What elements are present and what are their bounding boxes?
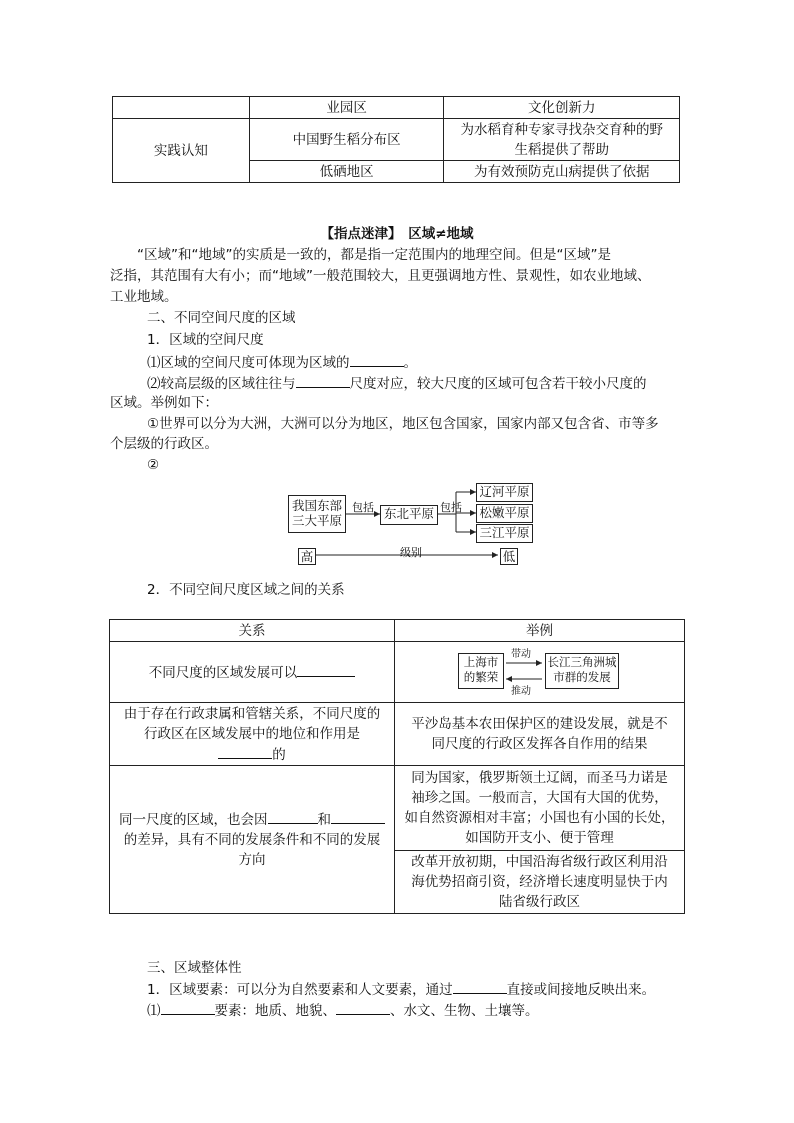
tip-heading: 【指点迷津】 区域≠地域: [320, 226, 474, 242]
cell-line: 如自然资源相对丰富；小国也有小国的长处，: [404, 810, 675, 826]
item-text: 直接或间接地反映出来。: [506, 982, 656, 998]
relation-table: [109, 619, 685, 914]
relation-table-header: 关系: [110, 620, 395, 642]
practice-table-cell: 为有效预防克山病提供了依据: [444, 161, 680, 183]
fill-in-item: [147, 373, 727, 394]
fill-in-item: [147, 352, 727, 373]
answer-blank[interactable]: [268, 809, 318, 824]
cell-line: 平沙岛基本农田保护区的建设发展，就是不: [411, 716, 668, 732]
cell-line: 行政区在区域发展中的地位和作用是: [144, 725, 360, 742]
practice-table: [112, 96, 680, 183]
answer-blank[interactable]: [331, 809, 385, 824]
cell-line: 的差异，具有不同的发展条件和不同的发展: [123, 832, 381, 848]
practice-table-group-label: 实践认知: [113, 119, 250, 183]
diagram-box-eastern-plains: [288, 495, 346, 533]
diagram-box-northeast-plain: 东北平原: [380, 505, 438, 525]
cell-line: 海优势招商引资，经济增长速度明显快于内: [411, 874, 668, 890]
diagram-edge-label: 包括: [440, 501, 462, 514]
cell-line: 同尺度的行政区发挥各自作用的结果: [431, 736, 648, 752]
item-text: 。: [403, 355, 417, 371]
cell-line: 袖珍之国。一般而言，大国有大国的优势，: [411, 790, 668, 806]
subsection-title: 2．不同空间尺度区域之间的关系: [147, 582, 345, 598]
practice-table-cell: 低硒地区: [249, 161, 444, 183]
arrow-label-drive: 带动: [511, 649, 531, 660]
example-cell: [395, 851, 685, 914]
cell-line: 同为国家，俄罗斯领土辽阔，而圣马力诺是: [411, 770, 668, 786]
example-cell: [395, 703, 685, 766]
shanghai-diagram: [395, 642, 684, 702]
box-line: 我国东部: [291, 498, 342, 513]
cell-line: 陆省级行政区: [499, 894, 580, 910]
cell-line: 方向: [238, 852, 266, 868]
diagram-box-shanghai: [458, 653, 504, 689]
box-line: 市群的发展: [553, 670, 611, 684]
box-line: 的繁荣: [463, 670, 499, 684]
item-text: ⑴区域的空间尺度可体现为区域的: [147, 355, 350, 371]
diagram-edge-label: 包括: [352, 501, 374, 514]
answer-blank[interactable]: [218, 744, 272, 759]
example-cell: [395, 766, 685, 851]
practice-table-cell: 文化创新力: [444, 97, 680, 119]
answer-blank[interactable]: [350, 352, 404, 367]
practice-table-cell: 中国野生稻分布区: [249, 119, 444, 161]
diagram-scale-high: 高: [298, 548, 316, 565]
relation-cell: [110, 642, 395, 703]
answer-blank[interactable]: [296, 373, 350, 388]
practice-table-cell: 业园区: [249, 97, 444, 119]
item-text: ⑵较高层级的区域往往与: [147, 376, 296, 392]
diagram-scale-label: 级别: [400, 546, 422, 559]
practice-table-cell: [444, 119, 680, 161]
section-title: 三、区域整体性: [147, 960, 242, 976]
diagram-box-right-plain: 三江平原: [476, 524, 533, 543]
box-line: 三大平原: [291, 513, 342, 528]
tip-body-line: 泛指，其范围有大有小；而“地域”一般范围较大，且更强调地方性、景观性，如农业地域、: [110, 268, 651, 284]
subsection-title: 1．区域的空间尺度: [147, 332, 264, 348]
fill-in-item: [147, 1000, 727, 1021]
tip-body-line: 工业地域。: [110, 289, 178, 305]
cell-line: 改革开放初期，中国沿海省级行政区利用沿: [411, 854, 668, 870]
relation-cell: [110, 766, 395, 914]
answer-blank[interactable]: [161, 1000, 215, 1015]
example-marker: ②: [147, 457, 160, 473]
item-line: 区域。举例如下：: [110, 395, 218, 411]
relation-table-header: 举例: [395, 620, 685, 642]
cell-line: 如国防开支小、便于管理: [465, 830, 614, 846]
cell-text: 不同尺度的区域发展可以: [148, 664, 298, 681]
cell-text: 的: [272, 746, 286, 763]
example-line: 个层级的行政区。: [110, 436, 218, 452]
item-text: 、水文、生物、土壤等。: [390, 1003, 539, 1019]
fill-in-item: [147, 979, 727, 1000]
cell-text: 和: [317, 812, 331, 828]
example-line: ①世界可以分为大洲，大洲可以分为地区，地区包含国家，国家内部又包含省、市等多: [147, 416, 659, 432]
cell-line: 为水稻育种专家寻找杂交育种的野: [460, 121, 663, 138]
diagram-scale-low: 低: [500, 548, 518, 565]
box-line: 长江三角洲城: [547, 655, 617, 669]
diagram-box-right-plain: 松嫩平原: [476, 504, 533, 523]
cell-line: [114, 809, 390, 830]
practice-table-cell-empty: [113, 97, 250, 119]
example-cell: [395, 642, 685, 703]
item-text: 要素：地质、地貌、: [214, 1003, 336, 1019]
answer-blank[interactable]: [336, 1000, 390, 1015]
relation-cell: [110, 703, 395, 766]
arrow-label-push: 推动: [511, 686, 531, 697]
item-text: 1．区域要素：可以分为自然要素和人文要素，通过: [147, 982, 453, 998]
diagram-box-yangtze-delta: [545, 653, 619, 689]
item-text: 尺度对应，较大尺度的区域可包含若干较小尺度的: [349, 376, 647, 392]
cell-text: 同一尺度的区域，也会因: [119, 812, 268, 828]
diagram-box-right-plain: 辽河平原: [476, 483, 533, 502]
tip-body-line: “区域”和“地域”的实质是一致的，都是指一定范围内的地理空间。但是“区域”是: [137, 247, 611, 263]
answer-blank[interactable]: [453, 979, 507, 994]
cell-line: 生稻提供了帮助: [514, 141, 609, 158]
item-text: ⑴: [147, 1003, 161, 1019]
section-title: 二、不同空间尺度的区域: [147, 310, 296, 326]
box-line: 上海市: [463, 655, 499, 669]
answer-blank[interactable]: [297, 662, 355, 677]
cell-line: 由于存在行政隶属和管辖关系，不同尺度的: [123, 705, 381, 722]
cell-line: [114, 744, 390, 765]
